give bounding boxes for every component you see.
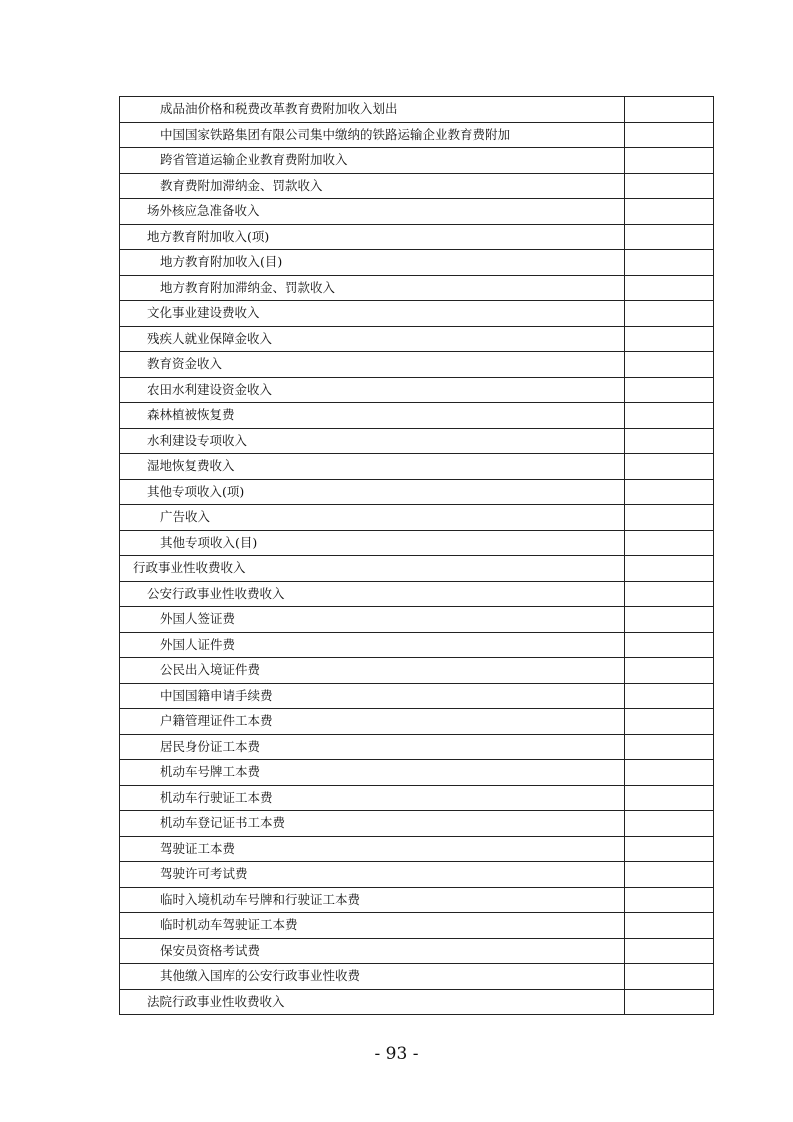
table-row [120,785,714,811]
row-value [625,632,714,658]
row-value [625,811,714,837]
table-row [120,122,714,148]
row-value [625,403,714,429]
row-label: 地方教育附加收入(目) [120,250,625,276]
table-row [120,505,714,531]
row-value [625,148,714,174]
table-row [120,938,714,964]
row-label: 户籍管理证件工本费 [120,709,625,735]
table-row [120,250,714,276]
table-row [120,173,714,199]
row-value [625,530,714,556]
row-label: 其他专项收入(目) [120,530,625,556]
row-value [625,326,714,352]
row-label: 湿地恢复费收入 [120,454,625,480]
row-label: 机动车登记证书工本费 [120,811,625,837]
row-label: 残疾人就业保障金收入 [120,326,625,352]
row-label: 成品油价格和税费改革教育费附加收入划出 [120,97,625,123]
row-label: 跨省管道运输企业教育费附加收入 [120,148,625,174]
row-label: 临时机动车驾驶证工本费 [120,913,625,939]
row-label: 其他专项收入(项) [120,479,625,505]
table-row [120,403,714,429]
row-value [625,224,714,250]
table-row [120,275,714,301]
row-value [625,887,714,913]
table-row [120,326,714,352]
table-row [120,352,714,378]
row-value [625,607,714,633]
row-label: 教育资金收入 [120,352,625,378]
row-label: 行政事业性收费收入 [120,556,625,582]
row-value [625,428,714,454]
row-label: 教育费附加滞纳金、罚款收入 [120,173,625,199]
row-label: 中国国家铁路集团有限公司集中缴纳的铁路运输企业教育费附加 [120,122,625,148]
row-value [625,199,714,225]
row-value [625,275,714,301]
row-label: 驾驶证工本费 [120,836,625,862]
page-number: - 93 - [374,1044,419,1064]
row-value [625,454,714,480]
row-label: 场外核应急准备收入 [120,199,625,225]
row-value [625,964,714,990]
table-row [120,607,714,633]
table-row [120,709,714,735]
table-row [120,301,714,327]
table-row [120,836,714,862]
row-label: 森林植被恢复费 [120,403,625,429]
table-row [120,913,714,939]
row-label: 外国人证件费 [120,632,625,658]
row-label: 地方教育附加收入(项) [120,224,625,250]
row-label: 农田水利建设资金收入 [120,377,625,403]
row-value [625,989,714,1015]
row-value [625,785,714,811]
row-value [625,250,714,276]
row-value [625,709,714,735]
table-body [120,97,714,1015]
row-label: 公民出入境证件费 [120,658,625,684]
table-row [120,377,714,403]
row-value [625,760,714,786]
row-value [625,173,714,199]
table-row [120,479,714,505]
row-label: 机动车行驶证工本费 [120,785,625,811]
budget-table [119,96,714,1015]
table-row [120,224,714,250]
row-value [625,683,714,709]
row-label: 水利建设专项收入 [120,428,625,454]
row-value [625,97,714,123]
row-label: 地方教育附加滞纳金、罚款收入 [120,275,625,301]
table-row [120,658,714,684]
row-label: 驾驶许可考试费 [120,862,625,888]
row-label: 其他缴入国库的公安行政事业性收费 [120,964,625,990]
row-value [625,581,714,607]
table-row [120,428,714,454]
table-row [120,148,714,174]
row-value [625,734,714,760]
row-label: 保安员资格考试费 [120,938,625,964]
row-value [625,658,714,684]
row-value [625,352,714,378]
row-label: 居民身份证工本费 [120,734,625,760]
table-row [120,683,714,709]
table-row [120,632,714,658]
table-row [120,760,714,786]
row-label: 临时入境机动车号牌和行驶证工本费 [120,887,625,913]
table-row [120,199,714,225]
row-label: 法院行政事业性收费收入 [120,989,625,1015]
row-value [625,377,714,403]
row-label: 中国国籍申请手续费 [120,683,625,709]
row-value [625,479,714,505]
row-value [625,862,714,888]
table-row [120,811,714,837]
row-label: 机动车号牌工本费 [120,760,625,786]
row-value [625,122,714,148]
row-value [625,301,714,327]
row-label: 公安行政事业性收费收入 [120,581,625,607]
row-label: 广告收入 [120,505,625,531]
row-value [625,556,714,582]
table-row [120,530,714,556]
row-label: 外国人签证费 [120,607,625,633]
table-row [120,97,714,123]
table-row [120,862,714,888]
row-value [625,836,714,862]
table-row [120,734,714,760]
row-value [625,505,714,531]
table-row [120,964,714,990]
table-row [120,581,714,607]
row-value [625,913,714,939]
row-value [625,938,714,964]
table-row [120,989,714,1015]
table-row [120,454,714,480]
table-row [120,556,714,582]
table-row [120,887,714,913]
row-label: 文化事业建设费收入 [120,301,625,327]
